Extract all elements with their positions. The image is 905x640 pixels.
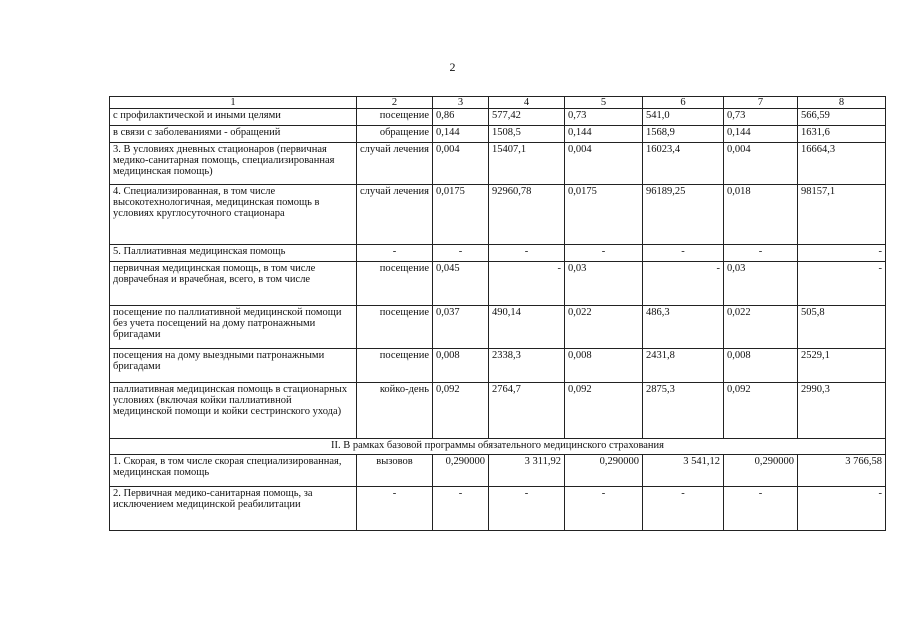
row-name: 1. Скорая, в том числе скорая специализированная, медицинская помощь bbox=[110, 455, 357, 487]
cell-col3: 0,144 bbox=[433, 126, 489, 143]
cell-col6: - bbox=[643, 245, 724, 262]
row-name: первичная медицинская помощь, в том числе доврачебная и врачебная, всего, в том числе bbox=[110, 262, 357, 306]
column-number-5: 5 bbox=[565, 97, 643, 109]
cell-col5: 0,0175 bbox=[565, 185, 643, 245]
row-unit: койко-день bbox=[357, 383, 433, 439]
cell-col5: 0,004 bbox=[565, 143, 643, 185]
cell-col7: 0,290000 bbox=[724, 455, 798, 487]
cell-col7: - bbox=[724, 245, 798, 262]
column-number-7: 7 bbox=[724, 97, 798, 109]
table-row bbox=[110, 262, 886, 306]
cell-col4: - bbox=[489, 262, 565, 306]
cell-col5: - bbox=[565, 245, 643, 262]
cell-col7: 0,092 bbox=[724, 383, 798, 439]
cell-col7: 0,004 bbox=[724, 143, 798, 185]
row-name: с профилактической и иными целями bbox=[110, 109, 357, 126]
row-name: паллиативная медицинская помощь в стационарных условиях (включая койки паллиативной медицинской помощи и койки сестринского ухода) bbox=[110, 383, 357, 439]
row-name: посещения на дому выездными патронажными бригадами bbox=[110, 349, 357, 383]
table-row bbox=[110, 487, 886, 531]
cell-col3: 0,008 bbox=[433, 349, 489, 383]
cell-col4: 490,14 bbox=[489, 306, 565, 349]
section-title: II. В рамках базовой программы обязательного медицинского страхования bbox=[110, 439, 886, 455]
cell-col4: 577,42 bbox=[489, 109, 565, 126]
row-unit: вызовов bbox=[357, 455, 433, 487]
cell-col6: 1568,9 bbox=[643, 126, 724, 143]
cell-col4: 1508,5 bbox=[489, 126, 565, 143]
table-row bbox=[110, 383, 886, 439]
table-row bbox=[110, 306, 886, 349]
cell-col5: 0,144 bbox=[565, 126, 643, 143]
row-unit: - bbox=[357, 245, 433, 262]
cell-col8: 505,8 bbox=[798, 306, 886, 349]
cell-col8: - bbox=[798, 245, 886, 262]
column-number-3: 3 bbox=[433, 97, 489, 109]
cell-col6: 2875,3 bbox=[643, 383, 724, 439]
column-number-2: 2 bbox=[357, 97, 433, 109]
table-row bbox=[110, 455, 886, 487]
row-unit: посещение bbox=[357, 262, 433, 306]
table-row bbox=[110, 109, 886, 126]
cell-col5: 0,022 bbox=[565, 306, 643, 349]
cell-col4: 3 311,92 bbox=[489, 455, 565, 487]
row-name: в связи с заболеваниями - обращений bbox=[110, 126, 357, 143]
row-name: 3. В условиях дневных стационаров (первичная медико-санитарная помощь, специализированная медицинская помощь) bbox=[110, 143, 357, 185]
section-row bbox=[110, 439, 886, 455]
row-name: 4. Специализированная, в том числе высокотехнологичная, медицинская помощь в условиях круглосуточного стационара bbox=[110, 185, 357, 245]
cell-col3: - bbox=[433, 487, 489, 531]
column-number-6: 6 bbox=[643, 97, 724, 109]
cell-col3: 0,004 bbox=[433, 143, 489, 185]
cell-col7: 0,73 bbox=[724, 109, 798, 126]
cell-col8: 2990,3 bbox=[798, 383, 886, 439]
cell-col6: 3 541,12 bbox=[643, 455, 724, 487]
indicators-table bbox=[109, 96, 886, 531]
cell-col6: 16023,4 bbox=[643, 143, 724, 185]
table-row bbox=[110, 349, 886, 383]
cell-col8: 98157,1 bbox=[798, 185, 886, 245]
cell-col5: 0,73 bbox=[565, 109, 643, 126]
cell-col3: 0,045 bbox=[433, 262, 489, 306]
table-row bbox=[110, 245, 886, 262]
cell-col3: 0,0175 bbox=[433, 185, 489, 245]
cell-col7: - bbox=[724, 487, 798, 531]
cell-col5: 0,092 bbox=[565, 383, 643, 439]
row-unit: - bbox=[357, 487, 433, 531]
cell-col6: - bbox=[643, 487, 724, 531]
column-number-1: 1 bbox=[110, 97, 357, 109]
table-row bbox=[110, 126, 886, 143]
row-unit: посещение bbox=[357, 109, 433, 126]
row-unit: посещение bbox=[357, 349, 433, 383]
cell-col6: 541,0 bbox=[643, 109, 724, 126]
cell-col8: - bbox=[798, 487, 886, 531]
row-unit: обращение bbox=[357, 126, 433, 143]
cell-col8: - bbox=[798, 262, 886, 306]
page-number: 2 bbox=[449, 60, 456, 74]
cell-col6: 2431,8 bbox=[643, 349, 724, 383]
cell-col4: 15407,1 bbox=[489, 143, 565, 185]
cell-col8: 566,59 bbox=[798, 109, 886, 126]
column-number-8: 8 bbox=[798, 97, 886, 109]
row-unit: случай лечения bbox=[357, 143, 433, 185]
table-row bbox=[110, 185, 886, 245]
row-name: посещение по паллиативной медицинской помощи без учета посещений на дому патронажными бригадами bbox=[110, 306, 357, 349]
cell-col8: 3 766,58 bbox=[798, 455, 886, 487]
cell-col6: 486,3 bbox=[643, 306, 724, 349]
cell-col3: - bbox=[433, 245, 489, 262]
cell-col5: 0,008 bbox=[565, 349, 643, 383]
cell-col5: - bbox=[565, 487, 643, 531]
cell-col6: - bbox=[643, 262, 724, 306]
cell-col5: 0,290000 bbox=[565, 455, 643, 487]
cell-col4: - bbox=[489, 245, 565, 262]
cell-col3: 0,86 bbox=[433, 109, 489, 126]
row-name: 2. Первичная медико-санитарная помощь, за исключением медицинской реабилитации bbox=[110, 487, 357, 531]
row-name: 5. Паллиативная медицинская помощь bbox=[110, 245, 357, 262]
cell-col5: 0,03 bbox=[565, 262, 643, 306]
cell-col4: 92960,78 bbox=[489, 185, 565, 245]
row-unit: случай лечения bbox=[357, 185, 433, 245]
table-header-row bbox=[110, 97, 886, 109]
cell-col7: 0,03 bbox=[724, 262, 798, 306]
cell-col7: 0,022 bbox=[724, 306, 798, 349]
cell-col6: 96189,25 bbox=[643, 185, 724, 245]
cell-col7: 0,008 bbox=[724, 349, 798, 383]
cell-col4: 2338,3 bbox=[489, 349, 565, 383]
row-unit: посещение bbox=[357, 306, 433, 349]
column-number-4: 4 bbox=[489, 97, 565, 109]
cell-col3: 0,290000 bbox=[433, 455, 489, 487]
cell-col3: 0,037 bbox=[433, 306, 489, 349]
cell-col3: 0,092 bbox=[433, 383, 489, 439]
cell-col8: 1631,6 bbox=[798, 126, 886, 143]
cell-col4: 2764,7 bbox=[489, 383, 565, 439]
cell-col4: - bbox=[489, 487, 565, 531]
cell-col8: 2529,1 bbox=[798, 349, 886, 383]
cell-col8: 16664,3 bbox=[798, 143, 886, 185]
table-row bbox=[110, 143, 886, 185]
cell-col7: 0,144 bbox=[724, 126, 798, 143]
cell-col7: 0,018 bbox=[724, 185, 798, 245]
